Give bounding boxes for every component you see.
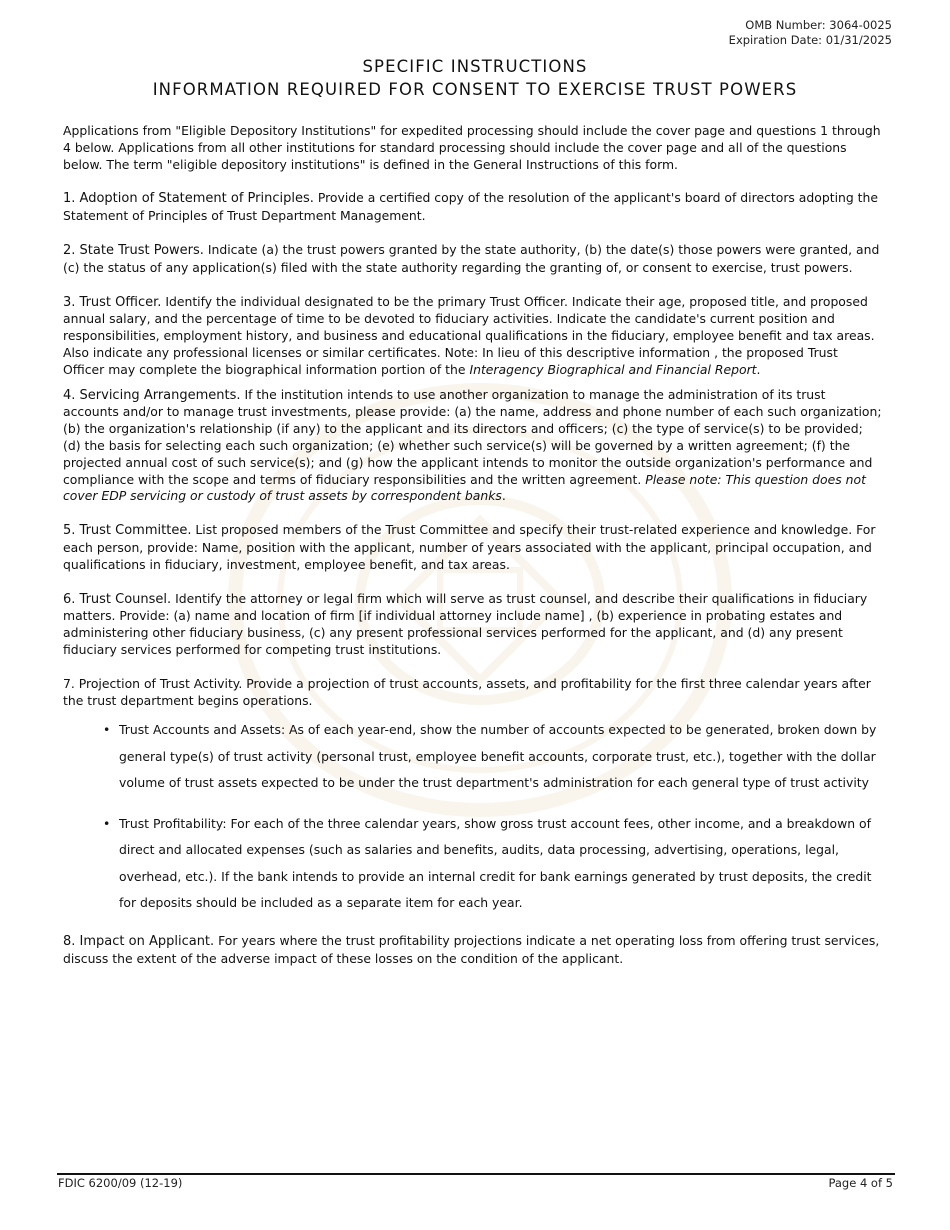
question-4 (63, 387, 883, 506)
bullet-icon: • (103, 815, 111, 831)
question-5 (63, 522, 883, 573)
question-6-text: Identify the attorney or legal firm which will serve as trust counsel, and describe their qualifications in fiduciary matters. Provide: (a) name and location of firm [if individual attorney include name] , (b) experience in probating estates and administering other fiduciary business, (c) any present professional services performed for the applicant, and (d) any present fiduciary services performed for competing trust institutions. (63, 590, 868, 657)
question-3-heading: 3. Trust Officer. (63, 294, 162, 310)
intro-paragraph: Applications from "Eligible Depository Institutions" for expedited processing should include the cover page and questions 1 through 4 below. Applications from all other institutions for standard processing should include the cover page and all of the questions below. The term "eligible depository institutions" is defined in the General Instructions of this form. (63, 123, 881, 172)
question-1 (63, 190, 883, 225)
question-8-heading: 8. Impact on Applicant. (63, 933, 215, 949)
question-1-heading: 1. Adoption of Statement of Principles. (63, 191, 314, 207)
question-8-text: For years where the trust profitability projections indicate a net operating loss from offering trust services, discuss the extent of the adverse impact of these losses on the condition of the applicant. (63, 932, 880, 966)
bullet-text: Trust Profitability: For each of the three calendar years, show gross trust account fees, other income, and a breakdown of direct and allocated expenses (such as salaries and benefits, audits, data processing, advertising, operations, legal, overhead, etc.). If the bank intends to provide an internal credit for bank earnings generated by trust deposits, the credit for deposits should be included as a separate item for each year. (119, 815, 872, 911)
question-4-note-end: . (501, 488, 506, 504)
question-7 (63, 676, 883, 710)
omb-block (729, 18, 892, 48)
page-title (0, 55, 950, 101)
footer-divider (57, 1173, 895, 1175)
question-3-report-name: Interagency Biographical and Financial Report (469, 361, 757, 377)
instructions-body (63, 123, 883, 984)
question-8 (63, 933, 883, 968)
question-4-note: Please note: This question does not cover EDP servicing or custody of trust assets by correspondent banks (63, 471, 866, 504)
list-item (63, 811, 889, 917)
question-2 (63, 242, 883, 277)
question-7-heading: 7. Projection of Trust Activity. (63, 675, 243, 691)
page-number: Page 4 of 5 (828, 1176, 893, 1190)
bullet-text: Trust Accounts and Assets: As of each year-end, show the number of accounts expected to be generated, broken down by general type(s) of trust activity (personal trust, employee benefit accounts, corporate trust, etc.), together with the dollar volume of trust assets expected to be under the trust department's administration for each general type of trust activity (119, 722, 877, 791)
omb-number: OMB Number: 3064-0025 (745, 18, 892, 32)
title-line-2: INFORMATION REQUIRED FOR CONSENT TO EXERCISE TRUST POWERS (152, 80, 798, 99)
list-item (63, 717, 889, 797)
question-2-text: Indicate (a) the trust powers granted by the state authority, (b) the date(s) those powers were granted, and (c) the status of any application(s) filed with the state authority regarding the granting of, or consent to exercise, trust powers. (63, 241, 880, 275)
question-3-end: . (756, 361, 761, 377)
question-7-bullet-list (63, 717, 883, 917)
question-6 (63, 591, 883, 659)
question-4-heading: 4. Servicing Arrangements. (63, 387, 241, 403)
question-1-text: Provide a certified copy of the resolution of the applicant's board of directors adopting the Statement of Principles of Trust Department Management. (63, 190, 878, 224)
title-line-1: SPECIFIC INSTRUCTIONS (362, 57, 588, 76)
question-2-heading: 2. State Trust Powers. (63, 242, 204, 258)
question-3 (63, 294, 883, 379)
question-5-heading: 5. Trust Committee. (63, 523, 192, 539)
form-number: FDIC 6200/09 (12-19) (58, 1176, 183, 1190)
question-3-text: Identify the individual designated to be the primary Trust Officer. Indicate their age, proposed title, and proposed annual salary, and the percentage of time to be devoted to fiduciary activities. Indicate the candidate's current position and responsibilities, employment history, and business and educational qualifications in the fiduciary, employee benefit and tax areas. Also indicate any professional licenses or similar certificates. Note: In lieu of this descriptive information , the proposed Trust Officer may complete the biographical information portion of the (63, 293, 875, 377)
expiration-date: Expiration Date: 01/31/2025 (728, 33, 892, 47)
question-6-heading: 6. Trust Counsel. (63, 591, 172, 607)
question-7-text: Provide a projection of trust accounts, assets, and profitability for the first three calendar years after the trust department begins operations. (63, 675, 871, 708)
question-4-text: If the institution intends to use another organization to manage the administration of its trust accounts and/or to manage trust investments, please provide: (a) the name, address and phone number of each such organization; (b) the organization's relationship (if any) to the applicant and its directors and officers; (c) the type of service(s) to be provided; (d) the basis for selecting each such organization; (e) whether such service(s) will be governed by a written agreement; (f) the projected annual cost of such service(s); and (g) how the applicant intends to monitor the outside organization's performance and compliance with the scope and terms of fiduciary responsibilities and the written agreement. (63, 386, 882, 487)
bullet-icon: • (103, 722, 111, 738)
question-5-text: List proposed members of the Trust Committee and specify their trust-related experience and knowledge. For each person, provide: Name, position with the applicant, number of years associated with the applicant, principal occupation, and qualifications in fiduciary, investment, employee benefit, and tax areas. (63, 522, 876, 572)
